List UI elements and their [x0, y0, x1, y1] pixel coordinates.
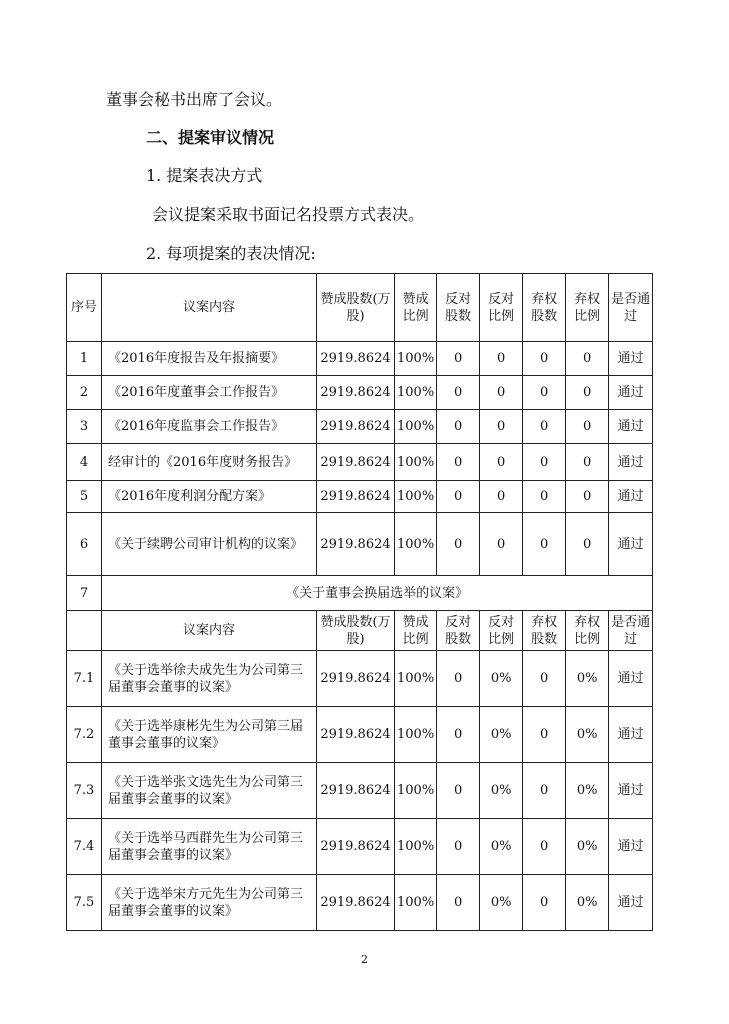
cell-ab_sh: 0 [523, 481, 566, 513]
motion-name: 《2016年度利润分配方案》 [102, 481, 317, 513]
cell-pass: 通过 [609, 875, 653, 931]
table-row [67, 481, 653, 513]
sub-header-cell: 议案内容 [102, 611, 317, 651]
paragraph-voting-method: 会议提案采取书面记名投票方式表决。 [152, 205, 425, 224]
cell-yes_pct: 100% [395, 875, 437, 931]
row-number: 4 [67, 444, 102, 481]
motion-name: 《关于选举徐夫成先生为公司第三届董事会董事的议案》 [102, 651, 317, 707]
voting-results-table [66, 273, 653, 931]
subheading-2: 2. 每项提案的表决情况: [146, 244, 316, 263]
section-heading: 二、提案审议情况 [146, 128, 275, 147]
cell-ab_pct: 0 [566, 481, 609, 513]
row-number: 3 [67, 410, 102, 444]
cell-ab_sh: 0 [523, 513, 566, 576]
cell-no_pct: 0 [480, 481, 523, 513]
cell-ab_pct: 0 [566, 410, 609, 444]
item7-title-row [67, 576, 653, 611]
cell-ab_pct: 0% [566, 651, 609, 707]
paragraph-line: 董事会秘书出席了会议。 [106, 90, 283, 109]
cell-pass: 通过 [609, 342, 653, 376]
motion-name: 《关于选举宋方元先生为公司第三届董事会董事的议案》 [102, 875, 317, 931]
row-number: 1 [67, 342, 102, 376]
row-number: 7.4 [67, 819, 102, 875]
cell-no_pct: 0 [480, 342, 523, 376]
table-row [67, 410, 653, 444]
cell-ab_sh: 0 [523, 707, 566, 763]
cell-ab_pct: 0 [566, 444, 609, 481]
header-cell: 弃权股数 [523, 274, 566, 342]
cell-yes: 2919.8624 [317, 444, 395, 481]
item7-title: 《关于董事会换届选举的议案》 [102, 576, 653, 611]
page-number: 2 [361, 953, 368, 966]
cell-yes: 2919.8624 [317, 513, 395, 576]
cell-ab_sh: 0 [523, 444, 566, 481]
header-cell: 序号 [67, 274, 102, 342]
cell-pass: 通过 [609, 376, 653, 410]
sub-header-cell: 弃权比例 [566, 611, 609, 651]
row-number: 6 [67, 513, 102, 576]
cell-no_pct: 0 [480, 376, 523, 410]
cell-ab_sh: 0 [523, 651, 566, 707]
cell-yes_pct: 100% [395, 763, 437, 819]
cell-pass: 通过 [609, 819, 653, 875]
cell-pass: 通过 [609, 444, 653, 481]
motion-name: 《关于选举康彬先生为公司第三届董事会董事的议案》 [102, 707, 317, 763]
sub-header-cell: 赞成股数(万股) [317, 611, 395, 651]
cell-yes_pct: 100% [395, 444, 437, 481]
table-row [67, 376, 653, 410]
row-number: 7.1 [67, 651, 102, 707]
cell-no_sh: 0 [437, 513, 480, 576]
cell-no_pct: 0% [480, 875, 523, 931]
cell-yes: 2919.8624 [317, 410, 395, 444]
cell-ab_pct: 0% [566, 763, 609, 819]
header-cell: 赞成比例 [395, 274, 437, 342]
cell-yes_pct: 100% [395, 513, 437, 576]
header-cell: 议案内容 [102, 274, 317, 342]
cell-yes: 2919.8624 [317, 376, 395, 410]
cell-pass: 通过 [609, 513, 653, 576]
sub-header-cell: 反对股数 [437, 611, 480, 651]
cell-no_pct: 0 [480, 410, 523, 444]
blank-cell [67, 611, 102, 651]
cell-pass: 通过 [609, 410, 653, 444]
row-number: 7.3 [67, 763, 102, 819]
cell-no_sh: 0 [437, 707, 480, 763]
row-number: 2 [67, 376, 102, 410]
row-number: 5 [67, 481, 102, 513]
cell-no_sh: 0 [437, 481, 480, 513]
cell-no_sh: 0 [437, 763, 480, 819]
table-row [67, 707, 653, 763]
sub-header-cell: 赞成比例 [395, 611, 437, 651]
header-cell: 弃权比例 [566, 274, 609, 342]
cell-no_pct: 0 [480, 444, 523, 481]
row-number: 7 [67, 576, 102, 611]
cell-yes_pct: 100% [395, 707, 437, 763]
cell-no_pct: 0% [480, 763, 523, 819]
table-body [67, 274, 653, 931]
cell-yes_pct: 100% [395, 410, 437, 444]
cell-yes: 2919.8624 [317, 342, 395, 376]
sub-header-cell: 是否通过 [609, 611, 653, 651]
cell-ab_pct: 0% [566, 819, 609, 875]
cell-pass: 通过 [609, 763, 653, 819]
cell-no_sh: 0 [437, 410, 480, 444]
cell-ab_pct: 0% [566, 707, 609, 763]
motion-name: 《2016年度报告及年报摘要》 [102, 342, 317, 376]
cell-ab_sh: 0 [523, 763, 566, 819]
cell-ab_sh: 0 [523, 819, 566, 875]
cell-no_sh: 0 [437, 444, 480, 481]
cell-ab_pct: 0% [566, 875, 609, 931]
cell-ab_sh: 0 [523, 875, 566, 931]
cell-yes_pct: 100% [395, 342, 437, 376]
cell-yes: 2919.8624 [317, 763, 395, 819]
table-row [67, 444, 653, 481]
cell-yes: 2919.8624 [317, 707, 395, 763]
cell-yes_pct: 100% [395, 651, 437, 707]
sub-header-cell: 弃权股数 [523, 611, 566, 651]
table-row [67, 342, 653, 376]
cell-ab_pct: 0 [566, 513, 609, 576]
motion-name: 《关于续聘公司审计机构的议案》 [102, 513, 317, 576]
cell-ab_pct: 0 [566, 376, 609, 410]
motion-name: 经审计的《2016年度财务报告》 [102, 444, 317, 481]
header-cell: 是否通过 [609, 274, 653, 342]
subheading-1: 1. 提案表决方式 [146, 166, 263, 185]
row-number: 7.2 [67, 707, 102, 763]
cell-no_pct: 0% [480, 707, 523, 763]
cell-pass: 通过 [609, 707, 653, 763]
header-cell: 反对比例 [480, 274, 523, 342]
table-row [67, 651, 653, 707]
cell-ab_sh: 0 [523, 376, 566, 410]
table-row [67, 763, 653, 819]
cell-yes: 2919.8624 [317, 651, 395, 707]
cell-yes: 2919.8624 [317, 481, 395, 513]
cell-no_sh: 0 [437, 342, 480, 376]
table-row [67, 513, 653, 576]
motion-name: 《关于选举张文选先生为公司第三届董事会董事的议案》 [102, 763, 317, 819]
cell-no_pct: 0% [480, 819, 523, 875]
header-cell: 赞成股数(万股) [317, 274, 395, 342]
cell-ab_sh: 0 [523, 342, 566, 376]
table-row [67, 875, 653, 931]
table-row [67, 819, 653, 875]
header-cell: 反对股数 [437, 274, 480, 342]
cell-yes_pct: 100% [395, 819, 437, 875]
cell-ab_pct: 0 [566, 342, 609, 376]
cell-no_sh: 0 [437, 875, 480, 931]
sub-header-cell: 反对比例 [480, 611, 523, 651]
cell-no_pct: 0 [480, 513, 523, 576]
cell-pass: 通过 [609, 481, 653, 513]
cell-yes: 2919.8624 [317, 875, 395, 931]
cell-pass: 通过 [609, 651, 653, 707]
motion-name: 《关于选举马西群先生为公司第三届董事会董事的议案》 [102, 819, 317, 875]
cell-no_sh: 0 [437, 376, 480, 410]
cell-yes_pct: 100% [395, 481, 437, 513]
cell-no_sh: 0 [437, 651, 480, 707]
row-number: 7.5 [67, 875, 102, 931]
header-row [67, 274, 653, 342]
motion-name: 《2016年度监事会工作报告》 [102, 410, 317, 444]
cell-no_sh: 0 [437, 819, 480, 875]
cell-yes: 2919.8624 [317, 819, 395, 875]
motion-name: 《2016年度董事会工作报告》 [102, 376, 317, 410]
cell-ab_sh: 0 [523, 410, 566, 444]
cell-yes_pct: 100% [395, 376, 437, 410]
item7-header-row [67, 611, 653, 651]
cell-no_pct: 0% [480, 651, 523, 707]
